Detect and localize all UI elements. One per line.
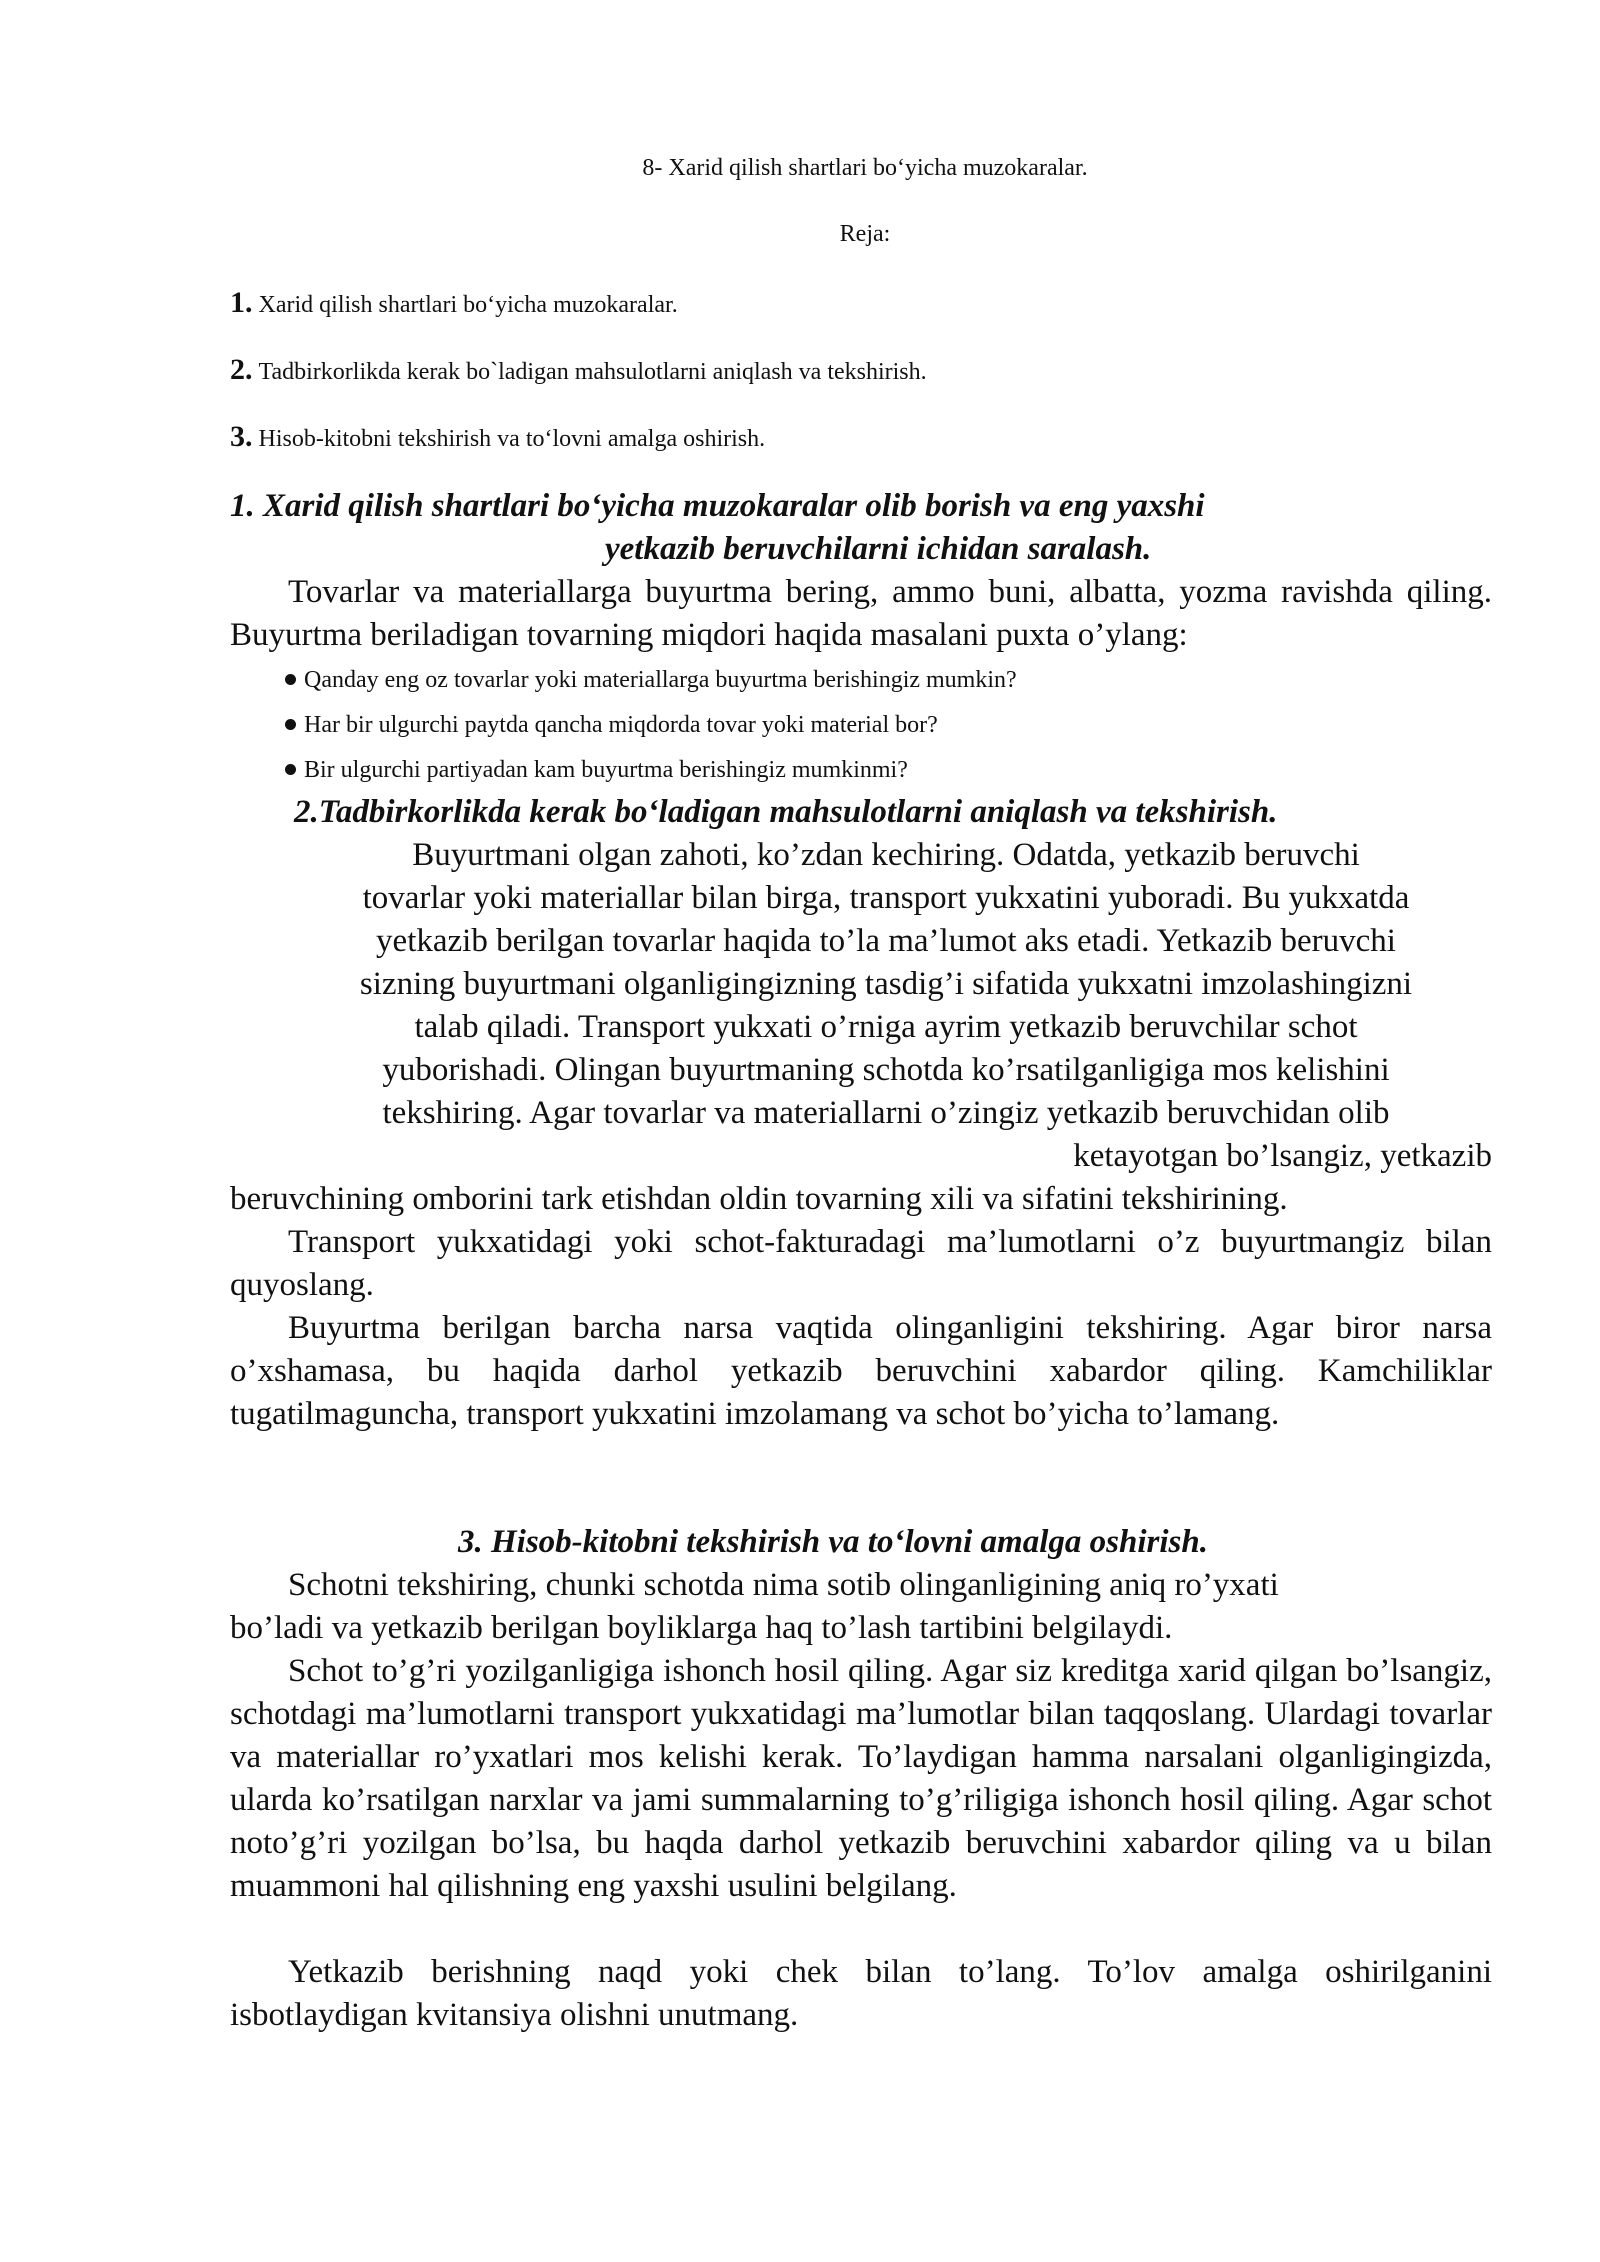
bullet-icon [285,674,296,685]
section-3-paragraph-3: Yetkazib berishning naqd yoki chek bilan to’lang. To’lov amalga oshirilganini isbotlaydigan kvitansiya olishni unutmang. [230,1954,1492,2033]
bullet-text: Bir ulgurchi partiyadan kam buyurtma berishingiz mumkinmi? [304,757,908,783]
section-3-paragraph-1-line-1: Schotni tekshiring, chunki schotda nima sotib olinganligining aniq ro’yxati [288,1567,1279,1603]
plan-item-2 [230,353,1430,387]
bullet-icon [285,764,296,775]
bullet-icon [285,719,296,730]
text-line: sizning buyurtmani olganligingizning tasdig’i sifatida yukxatni imzolashingizni [359,966,1413,1002]
section-2-paragraph-3: Buyurtma berilgan barcha narsa vaqtida olinganligini tekshiring. Agar biror narsa o’xshamasa, bu haqida darhol yetkazib beruvchini xabardor qiling. Kamchiliklar tugatilmaguncha, transport yukxatini imzolamang va schot bo’yicha to’lamang. [230,1310,1492,1432]
bullet-text: Har bir ulgurchi paytda qancha miqdorda tovar yoki material bor? [304,712,938,738]
section-2-full-line: beruvchining omborini tark etishdan oldin tovarning xili va sifatini tekshirining. [230,1181,1288,1217]
bullet-text: Qanday eng oz tovarlar yoki materiallarga buyurtma berishingiz mumkin? [304,667,1017,693]
text-line: tovarlar yoki materiallar bilan birga, transport yukxatini yuboradi. Bu yukxatda [362,880,1410,916]
plan-item-text: Xarid qilish shartlari bo‘yicha muzokaralar. [258,292,678,318]
plan-item-1 [230,286,1430,320]
section-1-heading-line-1: 1. Xarid qilish shartlari bo‘yicha muzokaralar olib borish va eng yaxshi [230,488,1205,524]
list-item [284,709,1484,754]
document-title: 8- Xarid qilish shartlari bo‘yicha muzokaralar. [642,155,1088,181]
list-item [284,664,1484,709]
plan-item-text: Tadbirkorlikda kerak bo`ladigan mahsulotlarni aniqlash va tekshirish. [258,359,927,385]
plan-item-number: 2. [230,353,253,386]
section-1-bullet-list [284,664,1484,799]
plan-item-3 [230,420,1430,454]
text-line: tekshiring. Agar tovarlar va materiallarni o’zingiz yetkazib beruvchidan olib [382,1095,1390,1131]
section-1-paragraph: Tovarlar va materiallarga buyurtma bering, ammo buni, albatta, yozma ravishda qiling. Buyurtma beriladigan tovarning miqdori haqida masalani puxta o’ylang: [230,574,1492,653]
section-2-centered-block [280,834,1492,1135]
plan-item-number: 3. [230,420,253,453]
plan-item-text: Hisob-kitobni tekshirish va to‘lovni amalga oshirish. [258,426,766,452]
text-line: Buyurtmani olgan zahoti, ko’zdan kechiring. Odatda, yetkazib beruvchi [412,837,1360,873]
section-2-right-line: ketayotgan bo’lsangiz, yetkazib [1073,1138,1492,1174]
plan-item-number: 1. [230,286,253,319]
section-1-heading-line-2: yetkazib beruvchilarni ichidan saralash. [605,531,1152,567]
text-line: yetkazib berilgan tovarlar haqida to’la ma’lumot aks etadi. Yetkazib beruvchi [376,923,1396,959]
section-2-paragraph-2: Transport yukxatidagi yoki schot-fakturadagi ma’lumotlarni o’z buyurtmangiz bilan quyoslang. [230,1224,1492,1303]
plan-label: Reja: [839,221,891,247]
text-line: yuborishadi. Olingan buyurtmaning schotda ko’rsatilganligiga mos kelishini [382,1052,1390,1088]
section-2-heading: 2.Tadbirkorlikda kerak bo‘ladigan mahsulotlarni aniqlash va tekshirish. [294,794,1278,830]
text-line: talab qiladi. Transport yukxati o’rniga ayrim yetkazib beruvchilar schot [414,1009,1358,1045]
section-3-heading: 3. Hisob-kitobni tekshirish va to‘lovni amalga oshirish. [458,1524,1208,1560]
section-3-paragraph-2: Schot to’g’ri yozilganligiga ishonch hosil qiling. Agar siz kreditga xarid qilgan bo’lsangiz, schotdagi ma’lumotlarni transport yukxatidagi ma’lumotlar bilan taqqoslang. Ulardagi tovarlar va materiallar ro’yxatlari mos kelishi kerak. To’laydigan hamma narsalani olganligingizda, ularda ko’rsatilgan narxlar va jami summalarning to’g’riligiga ishonch hosil qiling. Agar schot noto’g’ri yozilgan bo’lsa, bu haqda darhol yetkazib beruvchini xabardor qiling va u bilan muammoni hal qilishning eng yaxshi usulini belgilang. [230,1653,1492,1904]
section-3-paragraph-1-line-2: bo’ladi va yetkazib berilgan boyliklarga haq to’lash tartibini belgilaydi. [230,1610,1173,1646]
